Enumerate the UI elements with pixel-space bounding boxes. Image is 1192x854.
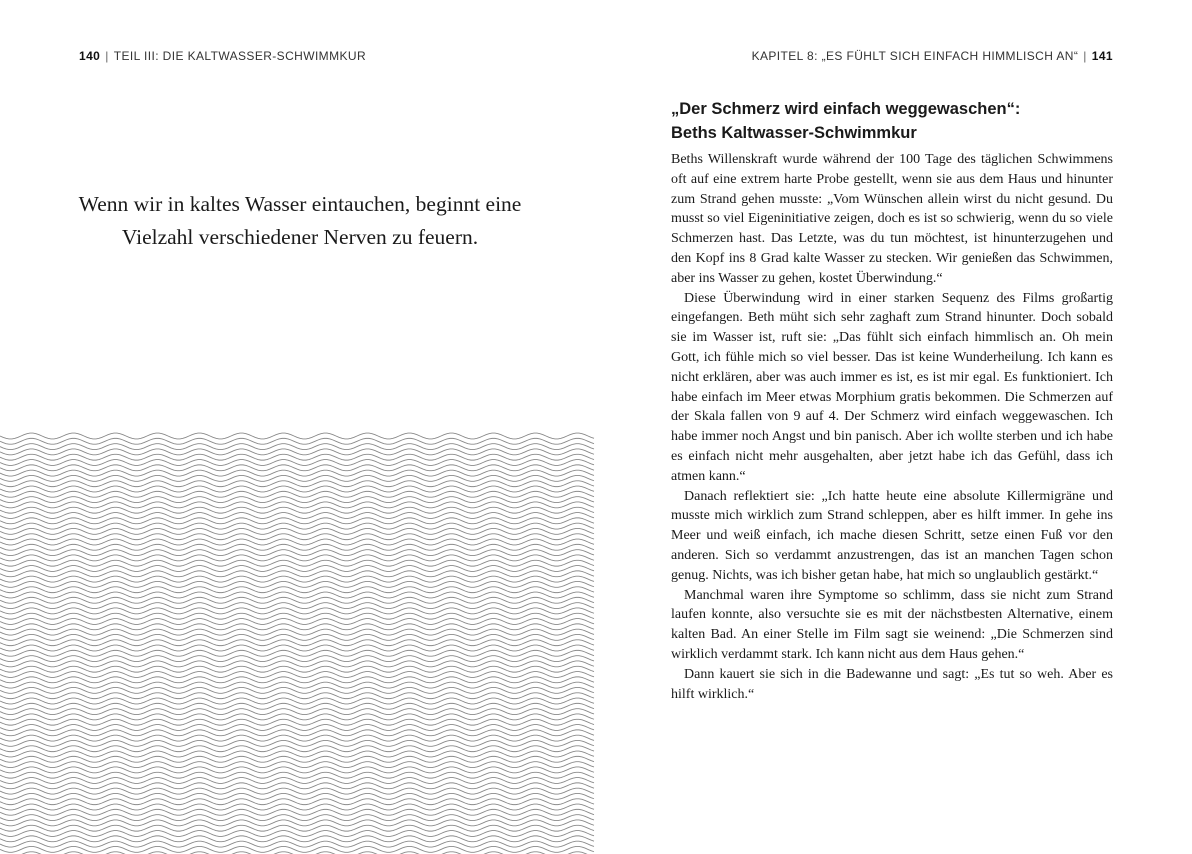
- wave-line: [0, 507, 594, 513]
- wave-line: [0, 587, 594, 593]
- wave-line: [0, 555, 594, 561]
- wave-line: [0, 613, 594, 619]
- wave-line: [0, 656, 594, 662]
- wave-line: [0, 528, 594, 534]
- wave-line: [0, 841, 594, 847]
- wave-line: [0, 687, 594, 693]
- wave-line: [0, 465, 594, 471]
- wave-line: [0, 799, 594, 805]
- wave-line: [0, 666, 594, 672]
- wave-line: [0, 497, 594, 503]
- wave-line: [0, 831, 594, 837]
- wave-line: [0, 560, 594, 566]
- right-running-head: [752, 49, 1113, 63]
- wave-line: [0, 603, 594, 609]
- wave-line: [0, 778, 594, 784]
- wave-line: [0, 624, 594, 630]
- wave-line: [0, 793, 594, 799]
- wave-line: [0, 645, 594, 651]
- wave-line: [0, 762, 594, 768]
- paragraph: Dann kauert sie sich in die Badewanne und sagt: „Es tut so weh. Aber es hilft wirklich.“: [671, 666, 1113, 702]
- right-page: [596, 0, 1192, 854]
- wave-line: [0, 486, 594, 492]
- wave-line: [0, 539, 594, 545]
- wave-line: [0, 475, 594, 481]
- paragraph: Manchmal waren ihre Symptome so schlimm, dass sie nicht zum Strand laufen konnte, also versuchte sie es mit der nächstbesten Alternative, einem kalten Bad. An einer Stelle im Film sagt sie weinend: „Die Schmerzen sind wirklich verdammt stark. Ich kann nicht aus dem Haus gehen.“: [671, 587, 1113, 662]
- wave-line: [0, 735, 594, 741]
- wave-line: [0, 634, 594, 640]
- left-page-number: 140: [79, 49, 101, 63]
- wave-line: [0, 677, 594, 683]
- wave-line: [0, 576, 594, 582]
- wave-line: [0, 438, 594, 444]
- wave-line: [0, 746, 594, 752]
- wave-line: [0, 523, 594, 529]
- paragraph: Danach reflektiert sie: „Ich hatte heute eine absolute Killermigräne und musste mich wirklich zum Strand schleppen, aber es hilft immer. In gehe ins Meer und weiß einfach, ich mache diesen Schritt, setze einen Fuß vor den anderen. Sich so verdammt anzustrengen, das ist an manchen Tagen schon genug. Nichts, was ich bisher getan habe, hat mich so unglaublich gestärkt.“: [671, 488, 1113, 583]
- paragraph: Beths Willenskraft wurde während der 100 Tage des täglichen Schwimmens oft auf eine extrem harte Probe gestellt, wenn sie aus dem Haus und hinunter zum Strand gehen musste: „Vom Wünschen allein wirst du nicht gesund. Du musst so viel Eigeninitiative zeigen, doch es ist so schwierig, wenn du so viele Schmerzen hast. Das Letzte, was du tun möchtest, ist hinunterzugehen und den Kopf ins 8 Grad kalte Wasser zu stecken. Wir genießen das Schwimmen, aber ins Wasser zu gehen, kostet Überwindung.“: [671, 152, 1113, 286]
- wave-line: [0, 640, 594, 646]
- wave-line: [0, 513, 594, 519]
- right-running-head-title: KAPITEL 8: „ES FÜHLT SICH EINFACH HIMMLISCH AN“: [751, 49, 1079, 63]
- wave-line: [0, 444, 594, 450]
- wave-line: [0, 730, 594, 736]
- wave-line: [0, 650, 594, 656]
- wave-line: [0, 783, 594, 789]
- wave-line: [0, 502, 594, 508]
- section-heading-line-2: Beths Kaltwasser-Schwimmkur: [671, 124, 917, 142]
- wave-line: [0, 709, 594, 715]
- wave-line: [0, 703, 594, 709]
- paragraph: Diese Überwindung wird in einer starken Sequenz des Films großartig eingefangen. Beth müht sich sehr zaghaft zum Strand hinunter. Doch sobald sie im Wasser ist, ruft sie: „Das fühlt sich einfach himmlisch an. Oh mein Gott, ich fühle mich so viel besser. Das ist keine Wunderheilung. Ich kann es nicht erklären, aber was auch immer es ist, es ist mir egal. Es funktioniert. Ich habe einfach im Meer etwas Morphium gratis bekommen. Die Schmerzen auf der Skala fallen von 9 auf 4. Der Schmerz wird einfach weggewaschen. Ich habe immer noch Angst und bin panisch. Aber ich wollte sterben und ich habe es einfach nicht mehr ausgehalten, aber jetzt habe ich das Gefühl, dass ich atmen kann.“: [671, 290, 1113, 484]
- wave-line: [0, 629, 594, 635]
- wave-line: [0, 661, 594, 667]
- wave-line: [0, 460, 594, 466]
- wave-line: [0, 491, 594, 497]
- wave-line: [0, 581, 594, 587]
- wave-line: [0, 433, 594, 439]
- wave-line: [0, 550, 594, 556]
- section-heading-line-1: „Der Schmerz wird einfach weggewaschen“:: [671, 100, 1021, 118]
- wave-line: [0, 534, 594, 540]
- wave-line: [0, 449, 594, 455]
- wave-line: [0, 454, 594, 460]
- wave-line: [0, 846, 594, 852]
- wave-line: [0, 682, 594, 688]
- wave-line: [0, 804, 594, 810]
- wave-line: [0, 597, 594, 603]
- wave-line: [0, 815, 594, 821]
- wave-line: [0, 809, 594, 815]
- right-page-number: 141: [1091, 49, 1113, 63]
- left-running-head-title: TEIL III: DIE KALTWASSER-SCHWIMMKUR: [113, 49, 367, 63]
- wave-line: [0, 725, 594, 731]
- wave-line: [0, 518, 594, 524]
- pull-quote: Wenn wir in kaltes Wasser eintauchen, beginnt eine Vielzahl verschiedener Nerven zu feuern.: [78, 192, 522, 249]
- wave-line: [0, 751, 594, 757]
- wave-line: [0, 571, 594, 577]
- section-heading: [671, 97, 1111, 145]
- running-head-separator: |: [105, 49, 109, 63]
- running-head-separator: |: [1083, 49, 1087, 63]
- wave-line: [0, 756, 594, 762]
- wave-line: [0, 788, 594, 794]
- wave-line: [0, 836, 594, 842]
- wave-line: [0, 544, 594, 550]
- body-text: [671, 150, 1113, 704]
- wave-line: [0, 772, 594, 778]
- wave-line: [0, 825, 594, 831]
- wave-line: [0, 767, 594, 773]
- wave-line: [0, 481, 594, 487]
- wave-line: [0, 608, 594, 614]
- wave-line: [0, 693, 594, 699]
- wave-line: [0, 566, 594, 572]
- wave-line: [0, 820, 594, 826]
- wave-line: [0, 619, 594, 625]
- wave-line: [0, 714, 594, 720]
- wave-line: [0, 592, 594, 598]
- wave-line: [0, 740, 594, 746]
- wave-pattern-decoration: [0, 432, 596, 854]
- wave-line: [0, 719, 594, 725]
- wave-line: [0, 698, 594, 704]
- wave-line: [0, 672, 594, 678]
- wave-line: [0, 470, 594, 476]
- left-running-head: [79, 49, 366, 63]
